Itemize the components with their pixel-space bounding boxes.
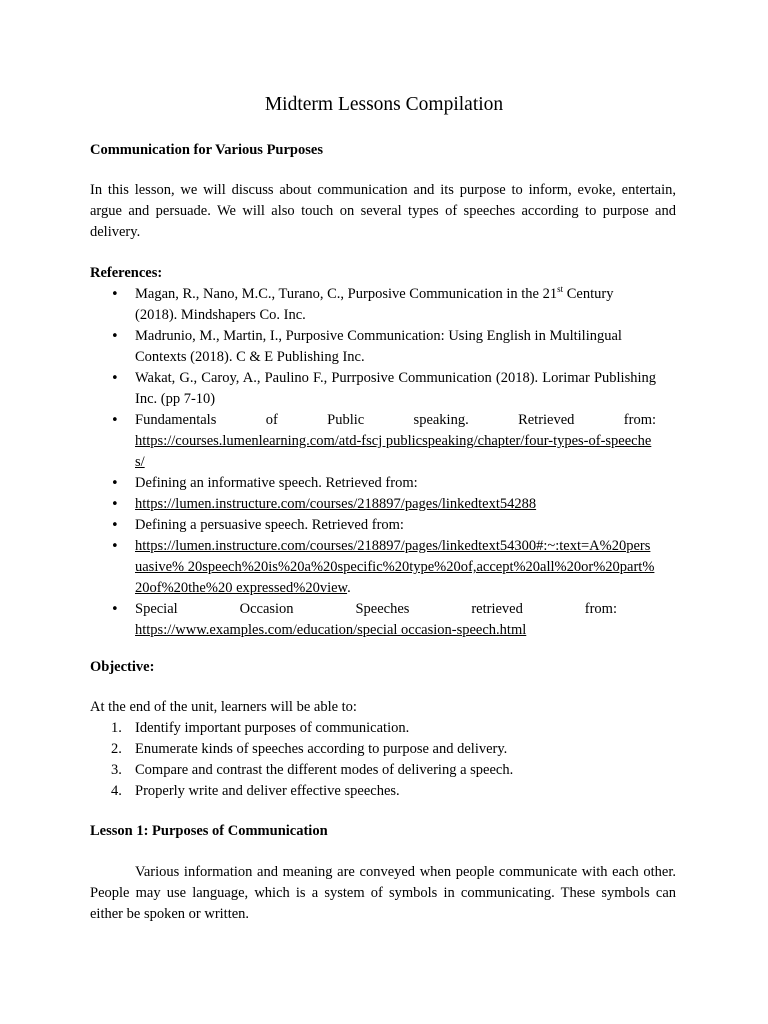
references-list-container [90, 284, 676, 641]
section-heading: Communication for Various Purposes [90, 142, 323, 158]
reference-link[interactable]: https://lumen.instructure.com/courses/218897/pages/linkedtext54300#:~:text=A%20persuasive% 20speech%20is%20a%20specific%20type%20of,accept%20all%20or%20part%20of%20the%20 expressed%20view [135, 538, 655, 596]
document-title: Midterm Lessons Compilation [264, 94, 504, 115]
reference-link[interactable]: https://courses.lumenlearning.com/atd-fscj publicspeaking/chapter/four-types-of-speeches/ [135, 433, 652, 470]
objective-list-container [90, 718, 676, 802]
reference-link[interactable]: https://www.examples.com/education/special occasion-speech.html [135, 622, 527, 638]
reference-item [90, 494, 656, 515]
references-list [90, 284, 676, 641]
reference-item: • Defining an informative speech. Retrieved from: [90, 473, 656, 494]
intro-paragraph: In this lesson, we will discuss about communication and its purpose to inform, evoke, entertain, argue and persuade. We will also touch on several types of speeches according to purpose and delivery. [90, 182, 676, 240]
objective-item: 4. Properly write and deliver effective speeches. [111, 783, 400, 799]
objective-item: 1. Identify important purposes of communication. [111, 720, 410, 736]
objective-item: 2. Enumerate kinds of speeches according to purpose and delivery. [111, 741, 508, 757]
reference-item: • https://lumen.instructure.com/courses/218897/pages/linkedtext54300#:~:text=A%20persuasive% 20speech%20is%20a%20specific%20type%20of,accept%20all%20or%20part%20of%20the%20 expressed%20view. [90, 536, 656, 599]
references-heading: References: [90, 265, 163, 281]
reference-item: • Magan, R., Nano, M.C., Turano, C., Purposive Communication in the 21st Century (2018). Mindshapers Co. Inc. [90, 284, 656, 326]
objective-list [90, 718, 676, 802]
objective-lead: At the end of the unit, learners will be able to: [90, 699, 357, 715]
reference-item: • Special Occasion Speeches retrieved from: https://www.examples.com/education/special occasion-speech.html [90, 599, 617, 641]
reference-link[interactable]: https://lumen.instructure.com/courses/218897/pages/linkedtext54288 [135, 496, 537, 512]
lesson1-paragraph: Various information and meaning are conveyed when people communicate with each other. People may use language, which is a system of symbols in communicating. These symbols can either be spoken or written. [90, 864, 676, 922]
reference-item: • Wakat, G., Caroy, A., Paulino F., Purrposive Communication (2018). Lorimar Publishing Inc. (pp 7-10) [90, 368, 656, 410]
reference-item: • Madrunio, M., Martin, I., Purposive Communication: Using English in Multilingual Contexts (2018). C & E Publishing Inc. [90, 326, 656, 368]
reference-item: • Defining a persuasive speech. Retrieved from: [90, 515, 656, 536]
objective-heading: Objective: [90, 659, 155, 675]
objective-item: 3. Compare and contrast the different modes of delivering a speech. [111, 762, 514, 778]
reference-item: • Fundamentals of Public speaking. Retrieved from: https://courses.lumenlearning.com/atd-fscj publicspeaking/chapter/four-types-of-speeches/ [90, 410, 656, 473]
lesson1-heading: Lesson 1: Purposes of Communication [90, 823, 328, 839]
